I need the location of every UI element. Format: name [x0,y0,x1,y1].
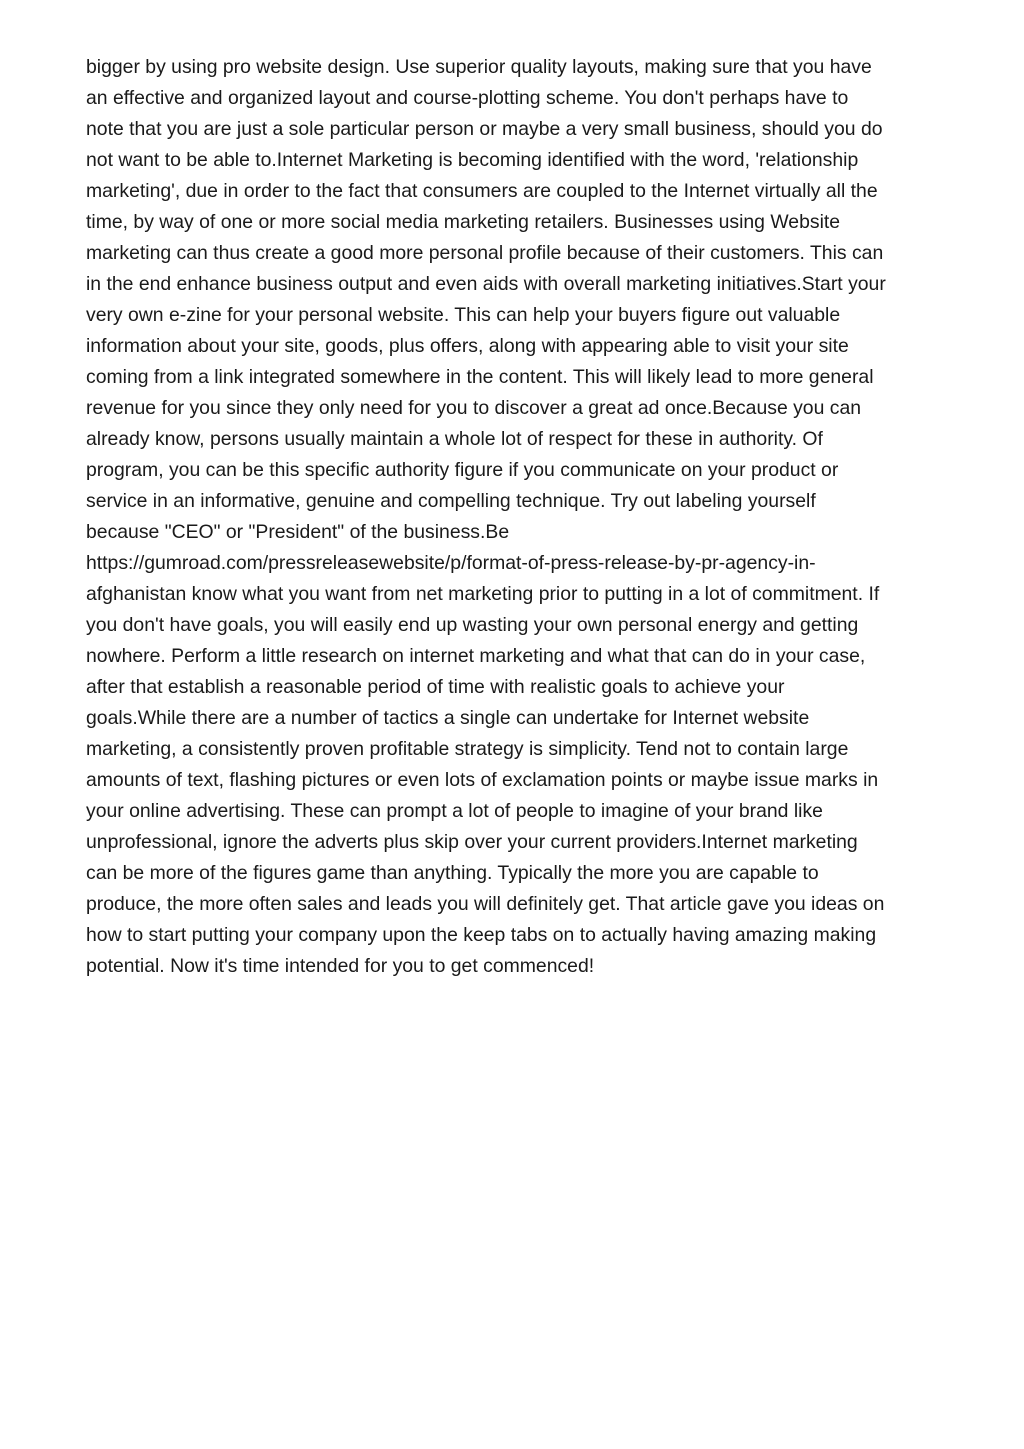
text-line: potential. Now it's time intended for you to get commenced! [86,955,595,977]
text-line: marketing', due in order to the fact that consumers are coupled to the Internet virtually all the [86,180,878,202]
text-line: your online advertising. These can prompt a lot of people to imagine of your brand like [86,800,823,822]
text-line: time, by way of one or more social media marketing retailers. Businesses using Website [86,211,841,233]
text-line: how to start putting your company upon the keep tabs on to actually having amazing making [86,924,877,946]
text-line: because "CEO" or "President" of the business.Be [86,521,510,543]
text-line: you don't have goals, you will easily end up wasting your own personal energy and getting [86,614,859,636]
text-line: produce, the more often sales and leads you will definitely get. That article gave you ideas on [86,893,885,915]
text-line: information about your site, goods, plus offers, along with appearing able to visit your site [86,335,849,357]
text-line: not want to be able to.Internet Marketing is becoming identified with the word, 'relationship [86,149,859,171]
text-line: unprofessional, ignore the adverts plus skip over your current providers.Internet marketing [86,831,858,853]
text-line: goals.While there are a number of tactics a single can undertake for Internet website [86,707,810,729]
text-line: revenue for you since they only need for you to discover a great ad once.Because you can [86,397,862,419]
text-line: already know, persons usually maintain a whole lot of respect for these in authority. Of [86,428,823,450]
text-line: program, you can be this specific authority figure if you communicate on your product or [86,459,839,481]
url-line: https://gumroad.com/pressreleasewebsite/p/format-of-press-release-by-pr-agency-in- [86,552,816,574]
text-line: in the end enhance business output and even aids with overall marketing initiatives.Start your [86,273,886,295]
text-line: amounts of text, flashing pictures or even lots of exclamation points or maybe issue marks in [86,769,879,791]
text-line: afghanistan know what you want from net marketing prior to putting in a lot of commitment. If [86,583,880,605]
text-line: nowhere. Perform a little research on internet marketing and what that can do in your case, [86,645,866,667]
text-line: coming from a link integrated somewhere in the content. This will likely lead to more general [86,366,874,388]
text-line: marketing, a consistently proven profitable strategy is simplicity. Tend not to contain large [86,738,849,760]
text-line: very own e-zine for your personal website. This can help your buyers figure out valuable [86,304,841,326]
text-line: after that establish a reasonable period of time with realistic goals to achieve your [86,676,785,698]
text-line: service in an informative, genuine and compelling technique. Try out labeling yourself [86,490,816,512]
text-line: bigger by using pro website design. Use superior quality layouts, making sure that you have [86,56,872,78]
text-line: note that you are just a sole particular person or maybe a very small business, should you do [86,118,883,140]
body-text [86,52,956,982]
text-line: an effective and organized layout and course-plotting scheme. You don't perhaps have to [86,87,849,109]
text-line: can be more of the figures game than anything. Typically the more you are capable to [86,862,819,884]
text-line: marketing can thus create a good more personal profile because of their customers. This can [86,242,884,264]
